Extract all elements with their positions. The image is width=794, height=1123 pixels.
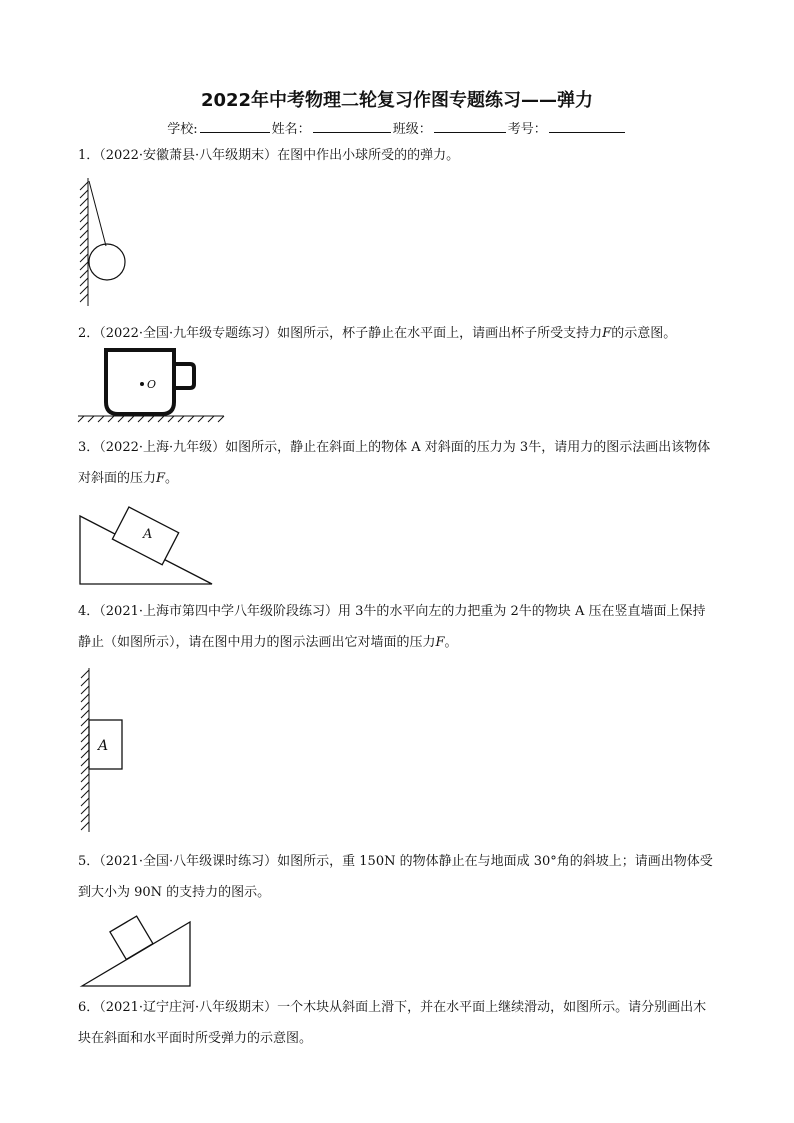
question-source: （2021·辽宁庄河·八年级期末） — [99, 1000, 278, 1015]
cup-handle — [174, 364, 194, 388]
exam-number-field[interactable] — [549, 120, 625, 133]
name-field[interactable] — [313, 120, 391, 133]
question-text-end: 。 — [165, 471, 179, 486]
force-symbol: F — [602, 326, 612, 341]
figure-hanging-ball — [76, 178, 136, 306]
question-source: （2022·全国·九年级专题练习） — [99, 326, 278, 341]
question-6 — [78, 992, 718, 1054]
block-a-label: A — [143, 527, 153, 542]
cup-body — [106, 350, 174, 414]
question-text-end: 。 — [444, 635, 458, 650]
question-4 — [78, 596, 718, 658]
question-text-end: 的示意图。 — [611, 326, 677, 341]
student-info-line — [0, 118, 794, 137]
name-label: 姓名： — [271, 122, 311, 137]
question-3 — [78, 432, 718, 494]
question-text: 如图所示，杯子静止在水平面上，请画出杯子所受支持力 — [277, 326, 603, 341]
question-text: 用 3牛的水平向左的力把重为 2牛的物块 A 压在竖直墙面上保持静止（如图所示），请在图中用力的图示法画出它对墙面的压力 — [78, 604, 706, 650]
question-source: （2021·上海市第四中学八年级阶段练习） — [99, 604, 338, 619]
question-2 — [78, 318, 718, 349]
question-text: 如图所示，静止在斜面上的物体 A 对斜面的压力为 3牛，请用力的图示法画出该物体对斜面的压力 — [78, 440, 711, 486]
question-source: （2021·全国·八年级课时练习） — [99, 854, 278, 869]
force-symbol: F — [156, 471, 166, 486]
question-1 — [78, 140, 718, 171]
wall-hatching — [80, 178, 88, 306]
wall-hatching — [81, 668, 89, 832]
question-text: 在图中作出小球所受的的弹力。 — [277, 148, 460, 163]
page-title: 2022年中考物理二轮复习作图专题练习——弹力 — [200, 90, 594, 111]
block-a-label: A — [98, 738, 109, 754]
question-number: 6． — [78, 1000, 100, 1015]
question-number: 5． — [78, 854, 100, 869]
question-number: 4． — [78, 604, 100, 619]
question-text: 如图所示，重 150N 的物体静止在与地面成 30°角的斜坡上；请画出物体受到大小为 90N 的支持力的图示。 — [78, 854, 713, 900]
class-field[interactable] — [434, 120, 506, 133]
question-number: 1． — [78, 148, 100, 163]
exam-number-label: 考号： — [507, 122, 547, 137]
question-number: 3． — [78, 440, 100, 455]
question-5 — [78, 846, 718, 908]
question-number: 2． — [78, 326, 100, 341]
ball — [89, 244, 125, 280]
force-symbol: F — [435, 635, 445, 650]
question-text: 一个木块从斜面上滑下，并在水平面上继续滑动，如图所示。请分别画出木块在斜面和水平面时所受弹力的示意图。 — [78, 1000, 707, 1046]
center-point — [140, 382, 144, 386]
question-source: （2022·上海·九年级） — [99, 440, 226, 455]
figure-incline-block-a — [78, 502, 218, 588]
question-source: （2022·安徽萧县·八年级期末） — [99, 148, 278, 163]
block — [110, 916, 153, 959]
figure-wall-block-a — [76, 668, 136, 834]
ground-hatching — [78, 416, 224, 422]
figure-cup — [78, 346, 228, 426]
figure-slope-block — [80, 912, 196, 990]
class-label: 班级： — [392, 122, 432, 137]
string — [89, 181, 106, 246]
school-field[interactable] — [200, 120, 270, 133]
center-label: O — [147, 378, 157, 391]
school-label: 学校: — [167, 122, 198, 137]
